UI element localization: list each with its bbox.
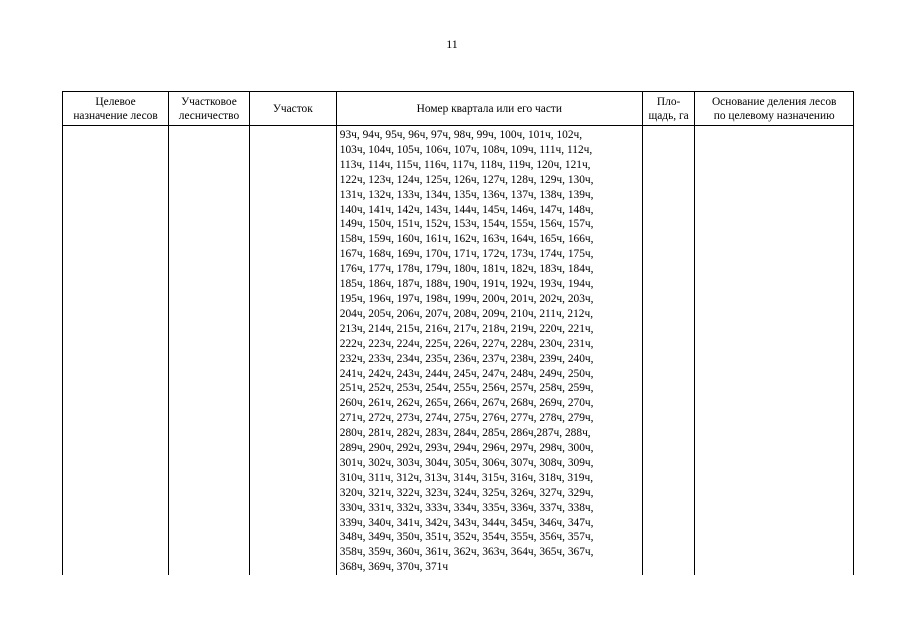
quarters-line: 271ч, 272ч, 273ч, 274ч, 275ч, 276ч, 277ч, 278ч, 279ч,	[339, 412, 594, 425]
quarters-line: 185ч, 186ч, 187ч, 188ч, 190ч, 191ч, 192ч, 193ч, 194ч,	[339, 278, 594, 291]
quarters-line: 113ч, 114ч, 115ч, 116ч, 117ч, 118ч, 119ч, 120ч, 121ч,	[339, 158, 591, 171]
header-quarters	[336, 92, 642, 126]
cell-quarters	[336, 126, 642, 576]
header-basis-line: по целевому назначению	[713, 109, 835, 122]
quarters-line: 103ч, 104ч, 105ч, 106ч, 107ч, 108ч, 109ч, 111ч, 112ч,	[339, 143, 593, 156]
quarters-line: 213ч, 214ч, 215ч, 216ч, 217ч, 218ч, 219ч, 220ч, 221ч,	[339, 322, 594, 335]
quarters-line: 140ч, 141ч, 142ч, 143ч, 144ч, 145ч, 146ч, 147ч, 148ч,	[339, 203, 594, 216]
quarters-line: 289ч, 290ч, 292ч, 293ч, 294ч, 296ч, 297ч, 298ч, 300ч,	[339, 442, 594, 455]
quarters-line: 176ч, 177ч, 178ч, 179ч, 180ч, 181ч, 182ч, 183ч, 184ч,	[339, 263, 594, 276]
header-purpose-line: Целевое	[95, 95, 136, 108]
header-district-line: лесничество	[178, 109, 240, 122]
header-district	[169, 92, 250, 126]
header-basis	[695, 92, 854, 126]
quarters-line: 93ч, 94ч, 95ч, 96ч, 97ч, 98ч, 99ч, 100ч, 101ч, 102ч,	[339, 129, 583, 141]
quarters-line: 339ч, 340ч, 341ч, 342ч, 343ч, 344ч, 345ч, 346ч, 347ч,	[339, 516, 594, 529]
cell-district	[169, 126, 250, 576]
page-number: 11	[446, 37, 458, 51]
cell-basis	[695, 126, 854, 576]
header-plot	[249, 92, 336, 126]
quarters-line: 167ч, 168ч, 169ч, 170ч, 171ч, 172ч, 173ч, 174ч, 175ч,	[339, 248, 594, 261]
quarters-line: 204ч, 205ч, 206ч, 207ч, 208ч, 209ч, 210ч, 211ч, 212ч,	[339, 307, 594, 320]
header-district-line: Участковое	[181, 95, 237, 108]
quarters-line: 222ч, 223ч, 224ч, 225ч, 226ч, 227ч, 228ч, 230ч, 231ч,	[339, 337, 594, 350]
quarters-line: 149ч, 150ч, 151ч, 152ч, 153ч, 154ч, 155ч, 156ч, 157ч,	[339, 218, 594, 231]
header-purpose-line: назначение лесов	[73, 109, 158, 122]
forest-purpose-table	[62, 91, 854, 575]
quarters-line: 158ч, 159ч, 160ч, 161ч, 162ч, 163ч, 164ч, 165ч, 166ч,	[339, 233, 594, 246]
quarters-line: 195ч, 196ч, 197ч, 198ч, 199ч, 200ч, 201ч, 202ч, 203ч,	[339, 292, 594, 305]
table-row	[63, 126, 854, 576]
header-area	[642, 92, 695, 126]
header-quarters-line: Номер квартала или его части	[416, 102, 562, 115]
cell-plot	[249, 126, 336, 576]
header-area-line: Пло-	[656, 95, 681, 108]
quarters-line: 310ч, 311ч, 312ч, 313ч, 314ч, 315ч, 316ч, 318ч, 319ч,	[339, 471, 594, 484]
quarters-line: 251ч, 252ч, 253ч, 254ч, 255ч, 256ч, 257ч, 258ч, 259ч,	[339, 382, 594, 395]
quarters-line: 358ч, 359ч, 360ч, 361ч, 362ч, 363ч, 364ч, 365ч, 367ч,	[339, 546, 594, 559]
quarters-line: 320ч, 321ч, 322ч, 323ч, 324ч, 325ч, 326ч, 327ч, 329ч,	[339, 486, 594, 499]
quarters-line: 241ч, 242ч, 243ч, 244ч, 245ч, 247ч, 248ч, 249ч, 250ч,	[339, 367, 594, 380]
quarters-line: 301ч, 302ч, 303ч, 304ч, 305ч, 306ч, 307ч, 308ч, 309ч,	[339, 456, 594, 469]
header-plot-line: Участок	[272, 102, 313, 115]
quarters-line: 232ч, 233ч, 234ч, 235ч, 236ч, 237ч, 238ч, 239ч, 240ч,	[339, 352, 594, 365]
quarters-line: 330ч, 331ч, 332ч, 333ч, 334ч, 335ч, 336ч, 337ч, 338ч,	[339, 501, 594, 514]
quarters-line: 122ч, 123ч, 124ч, 125ч, 126ч, 127ч, 128ч, 129ч, 130ч,	[339, 173, 594, 186]
table-header-row	[63, 92, 854, 126]
quarters-line: 131ч, 132ч, 133ч, 134ч, 135ч, 136ч, 137ч, 138ч, 139ч,	[339, 188, 594, 201]
quarters-line: 260ч, 261ч, 262ч, 265ч, 266ч, 267ч, 268ч, 269ч, 270ч,	[339, 397, 594, 410]
header-basis-line: Основание деления лесов	[711, 95, 837, 108]
quarters-line: 368ч, 369ч, 370ч, 371ч	[339, 561, 449, 574]
cell-area	[642, 126, 695, 576]
quarters-line: 348ч, 349ч, 350ч, 351ч, 352ч, 354ч, 355ч, 356ч, 357ч,	[339, 531, 594, 544]
quarters-line: 280ч, 281ч, 282ч, 283ч, 284ч, 285ч, 286ч,287ч, 288ч,	[339, 427, 591, 440]
header-area-line: щадь, га	[648, 109, 689, 122]
header-purpose	[63, 92, 169, 126]
cell-purpose	[63, 126, 169, 576]
